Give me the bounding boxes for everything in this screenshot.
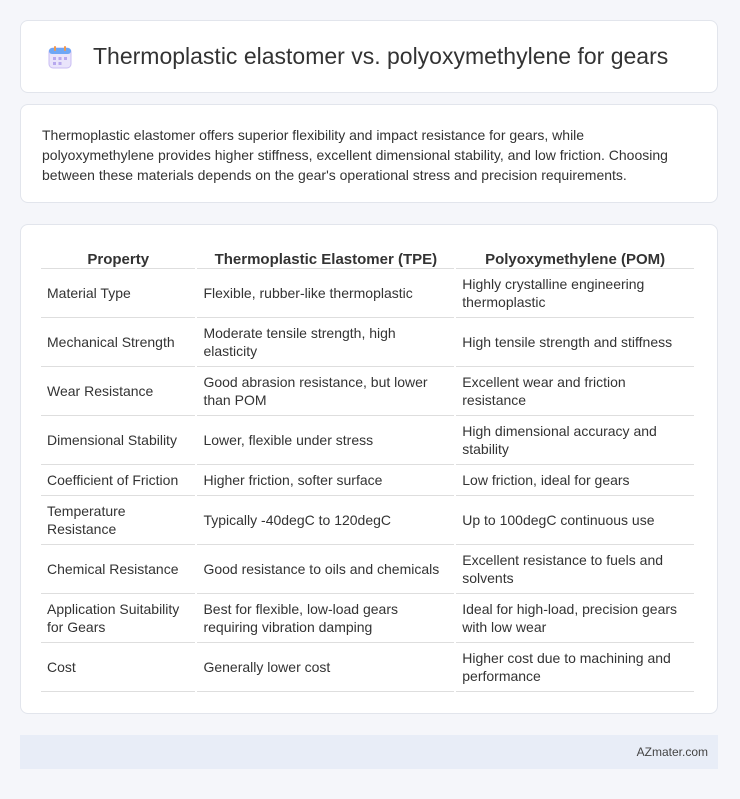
cell-property: Mechanical Strength <box>41 318 195 367</box>
cell-pom: Highly crystalline engineering thermoplastic <box>456 269 694 318</box>
header-pom: Polyoxymethylene (POM) <box>456 245 694 269</box>
footer <box>20 735 718 769</box>
cell-property: Material Type <box>41 269 195 318</box>
cell-tpe: Flexible, rubber-like thermoplastic <box>197 269 454 318</box>
cell-pom: Low friction, ideal for gears <box>456 465 694 496</box>
cell-property: Temperature Resistance <box>41 496 195 545</box>
cell-tpe: Lower, flexible under stress <box>197 416 454 465</box>
cell-pom: Excellent wear and friction resistance <box>456 367 694 416</box>
title-card <box>20 20 718 93</box>
table-row <box>41 594 694 643</box>
table-row <box>41 545 694 594</box>
table-row <box>41 416 694 465</box>
header-property: Property <box>41 245 195 269</box>
cell-pom: Higher cost due to machining and performance <box>456 643 694 692</box>
table-card <box>20 224 718 714</box>
cell-pom: High dimensional accuracy and stability <box>456 416 694 465</box>
header-tpe: Thermoplastic Elastomer (TPE) <box>197 245 454 269</box>
summary-text: Thermoplastic elastomer offers superior flexibility and impact resistance for gears, while polyoxymethylene provides higher stiffness, excellent dimensional stability, and low friction. Choosing between these materials depends on the gear's operational stress and precision requirements. <box>42 127 668 183</box>
summary-card <box>20 104 718 203</box>
cell-tpe: Moderate tensile strength, high elasticity <box>197 318 454 367</box>
cell-tpe: Generally lower cost <box>197 643 454 692</box>
table-header-row <box>41 245 694 269</box>
cell-tpe: Higher friction, softer surface <box>197 465 454 496</box>
cell-property: Application Suitability for Gears <box>41 594 195 643</box>
table-row <box>41 269 694 318</box>
cell-property: Chemical Resistance <box>41 545 195 594</box>
cell-property: Dimensional Stability <box>41 416 195 465</box>
cell-tpe: Best for flexible, low-load gears requiring vibration damping <box>197 594 454 643</box>
page-title: Thermoplastic elastomer vs. polyoxymethylene for gears <box>93 43 669 69</box>
table-row <box>41 465 694 496</box>
cell-pom: Excellent resistance to fuels and solvents <box>456 545 694 594</box>
table-row <box>41 496 694 545</box>
cell-pom: Up to 100degC continuous use <box>456 496 694 545</box>
cell-tpe: Typically -40degC to 120degC <box>197 496 454 545</box>
calendar-icon <box>47 44 73 70</box>
cell-pom: Ideal for high-load, precision gears with low wear <box>456 594 694 643</box>
cell-tpe: Good abrasion resistance, but lower than POM <box>197 367 454 416</box>
table-row <box>41 318 694 367</box>
cell-pom: High tensile strength and stiffness <box>456 318 694 367</box>
cell-tpe: Good resistance to oils and chemicals <box>197 545 454 594</box>
cell-property: Cost <box>41 643 195 692</box>
footer-brand: AZmater.com <box>636 745 708 759</box>
comparison-table <box>39 245 696 692</box>
table-row <box>41 367 694 416</box>
cell-property: Coefficient of Friction <box>41 465 195 496</box>
cell-property: Wear Resistance <box>41 367 195 416</box>
table-row <box>41 643 694 692</box>
